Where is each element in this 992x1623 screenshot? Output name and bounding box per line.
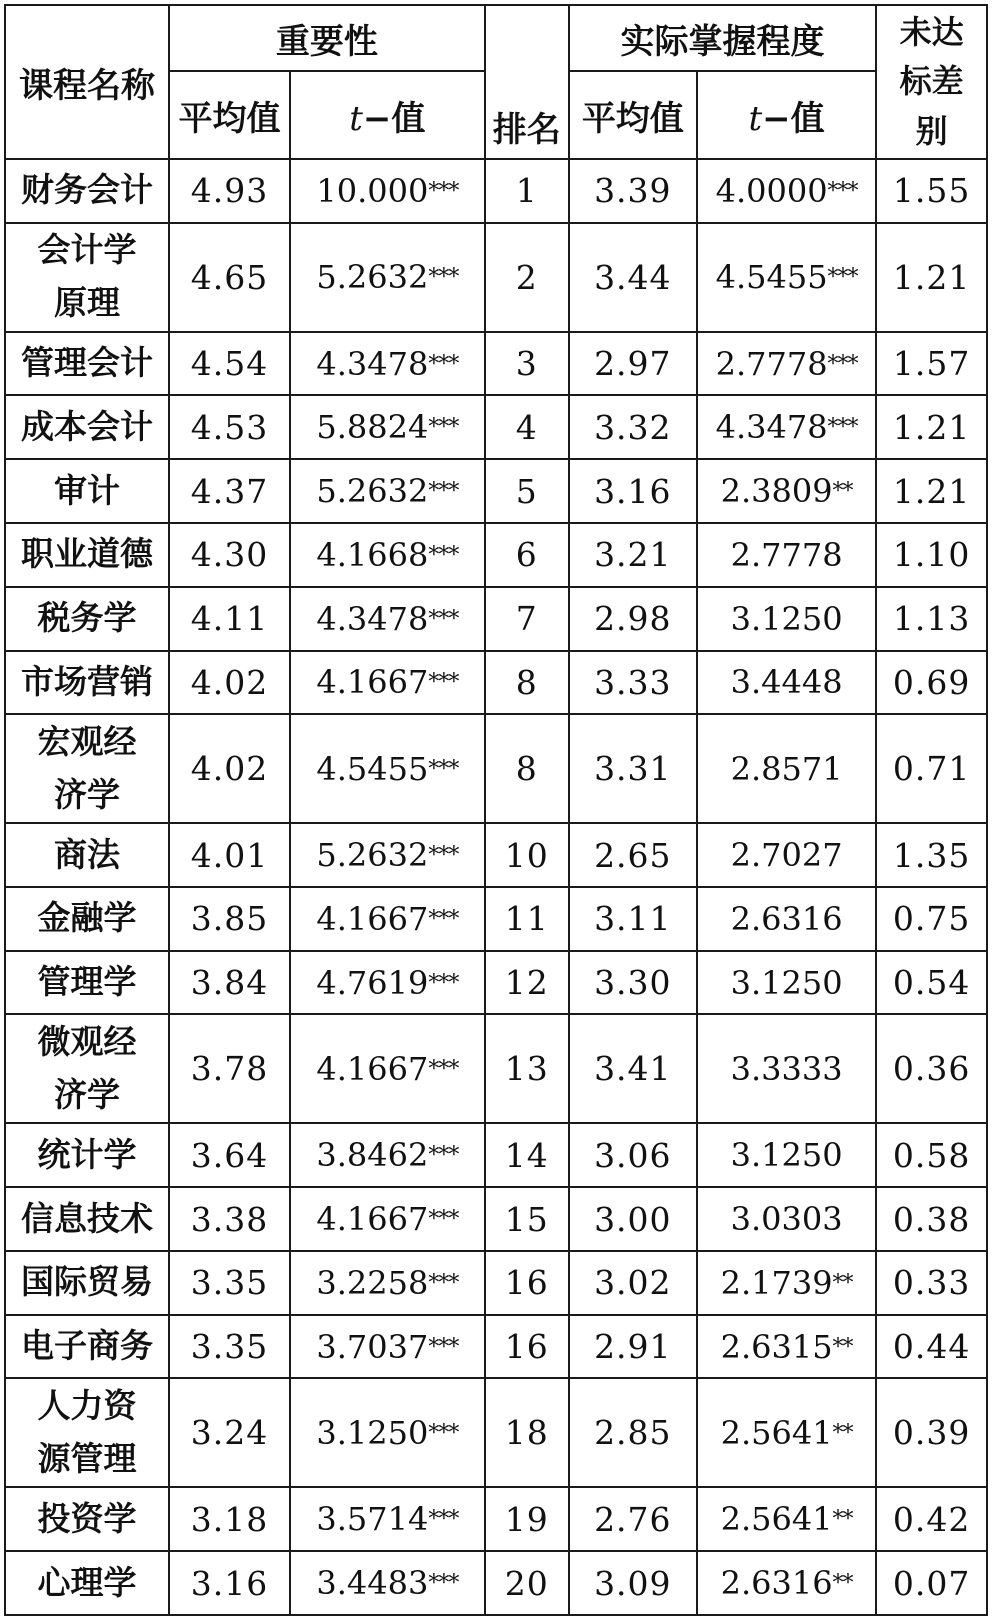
course-name: 管理学 xyxy=(5,951,169,1015)
t-number: 2.6316 xyxy=(720,1564,833,1603)
t-number: 4.5455 xyxy=(715,258,828,297)
t-number: 3.1250 xyxy=(730,1136,843,1175)
mastery-mean: 2.65 xyxy=(569,823,697,887)
mastery-mean: 2.85 xyxy=(569,1378,697,1487)
significance-stars: *** xyxy=(428,1056,459,1082)
course-name: 商法 xyxy=(5,823,169,887)
course-name: 税务学 xyxy=(5,587,169,651)
mastery-t-value xyxy=(697,1014,876,1123)
table-row xyxy=(5,587,987,651)
t-number: 3.8462 xyxy=(316,1136,429,1175)
t-number: 4.0000 xyxy=(715,171,828,210)
gap-value: 1.35 xyxy=(876,823,987,887)
rank: 19 xyxy=(485,1487,569,1551)
importance-t-value xyxy=(290,1187,485,1251)
importance-mean: 4.02 xyxy=(169,651,290,715)
mastery-t-value xyxy=(697,159,876,223)
table-row xyxy=(5,1014,987,1123)
t-symbol: t xyxy=(748,98,763,139)
importance-t-value xyxy=(290,159,485,223)
course-name: 统计学 xyxy=(5,1123,169,1187)
significance-stars: ** xyxy=(832,1571,853,1597)
t-number: 2.7778 xyxy=(715,344,828,383)
header-rank: 排名 xyxy=(485,5,569,159)
t-number: 4.7619 xyxy=(316,963,429,1002)
gap-value: 0.75 xyxy=(876,887,987,951)
significance-stars: *** xyxy=(428,756,459,782)
header-actual-mastery: 实际掌握程度 xyxy=(569,5,877,71)
mastery-t-value xyxy=(697,587,876,651)
t-number: 2.6315 xyxy=(720,1327,833,1366)
importance-mean: 3.85 xyxy=(169,887,290,951)
rank: 13 xyxy=(485,1014,569,1123)
significance-stars: *** xyxy=(428,906,459,932)
gap-value: 1.10 xyxy=(876,523,987,587)
table-row xyxy=(5,1551,987,1615)
t-number: 3.1250 xyxy=(730,599,843,638)
course-name: 信息技术 xyxy=(5,1187,169,1251)
mastery-t-value xyxy=(697,1315,876,1379)
importance-mean: 3.24 xyxy=(169,1378,290,1487)
importance-t-value xyxy=(290,523,485,587)
importance-t-value xyxy=(290,332,485,396)
rank: 20 xyxy=(485,1551,569,1615)
t-number: 2.1739 xyxy=(720,1263,833,1302)
importance-t-value xyxy=(290,823,485,887)
t-number: 2.7778 xyxy=(730,535,843,574)
header-importance: 重要性 xyxy=(169,5,485,71)
importance-t-value xyxy=(290,1014,485,1123)
gap-value: 0.44 xyxy=(876,1315,987,1379)
t-number: 2.5641 xyxy=(720,1413,833,1452)
importance-mean: 4.93 xyxy=(169,159,290,223)
mastery-mean: 3.00 xyxy=(569,1187,697,1251)
significance-stars: *** xyxy=(428,1334,459,1360)
table-row xyxy=(5,1378,987,1487)
importance-t-value xyxy=(290,1378,485,1487)
mastery-t-value xyxy=(697,1551,876,1615)
mastery-mean: 3.30 xyxy=(569,951,697,1015)
course-name: 宏观经济学 xyxy=(5,714,169,823)
significance-stars: *** xyxy=(428,265,459,291)
t-number: 5.2632 xyxy=(316,472,429,511)
mastery-t-value xyxy=(697,395,876,459)
importance-t-value xyxy=(290,1123,485,1187)
t-number: 5.2632 xyxy=(316,258,429,297)
mastery-t-value xyxy=(697,223,876,332)
header-importance-t-value xyxy=(290,71,485,159)
significance-stars: *** xyxy=(428,351,459,377)
significance-stars: *** xyxy=(827,178,858,204)
t-number: 5.2632 xyxy=(316,836,429,875)
rank: 14 xyxy=(485,1123,569,1187)
table-row xyxy=(5,714,987,823)
significance-stars: *** xyxy=(428,415,459,441)
importance-mean: 3.64 xyxy=(169,1123,290,1187)
rank: 18 xyxy=(485,1378,569,1487)
gap-value: 1.13 xyxy=(876,587,987,651)
table-row xyxy=(5,651,987,715)
significance-stars: *** xyxy=(428,542,459,568)
importance-t-value xyxy=(290,1487,485,1551)
gap-value: 0.36 xyxy=(876,1014,987,1123)
mastery-t-value xyxy=(697,1123,876,1187)
mastery-mean: 2.97 xyxy=(569,332,697,396)
t-value-suffix: −值 xyxy=(362,98,426,139)
t-number: 3.7037 xyxy=(316,1327,429,1366)
significance-stars: *** xyxy=(428,1270,459,1296)
rank: 8 xyxy=(485,714,569,823)
importance-t-value xyxy=(290,459,485,523)
mastery-t-value xyxy=(697,887,876,951)
t-number: 10.000 xyxy=(316,171,429,210)
t-number: 3.1250 xyxy=(730,963,843,1002)
table-row xyxy=(5,951,987,1015)
importance-mean: 4.01 xyxy=(169,823,290,887)
importance-t-value xyxy=(290,587,485,651)
mastery-mean: 3.02 xyxy=(569,1251,697,1315)
course-table xyxy=(4,4,988,1616)
significance-stars: *** xyxy=(827,265,858,291)
course-name: 会计学原理 xyxy=(5,223,169,332)
significance-stars: *** xyxy=(428,1571,459,1597)
course-name: 微观经济学 xyxy=(5,1014,169,1123)
significance-stars: *** xyxy=(428,970,459,996)
mastery-mean: 2.91 xyxy=(569,1315,697,1379)
t-symbol: t xyxy=(349,98,363,139)
importance-mean: 3.16 xyxy=(169,1551,290,1615)
mastery-t-value xyxy=(697,332,876,396)
course-name: 投资学 xyxy=(5,1487,169,1551)
t-number: 5.8824 xyxy=(316,408,429,447)
table-body xyxy=(5,159,987,1615)
t-number: 3.4448 xyxy=(730,663,843,702)
course-name: 成本会计 xyxy=(5,395,169,459)
mastery-mean: 3.11 xyxy=(569,887,697,951)
importance-t-value xyxy=(290,1315,485,1379)
mastery-t-value xyxy=(697,651,876,715)
t-number: 3.3333 xyxy=(730,1049,843,1088)
rank: 10 xyxy=(485,823,569,887)
mastery-mean: 3.39 xyxy=(569,159,697,223)
importance-mean: 3.35 xyxy=(169,1251,290,1315)
t-number: 3.2258 xyxy=(316,1263,429,1302)
t-number: 2.7027 xyxy=(730,836,843,875)
rank: 1 xyxy=(485,159,569,223)
significance-stars: ** xyxy=(832,1270,853,1296)
importance-t-value xyxy=(290,651,485,715)
gap-value: 0.71 xyxy=(876,714,987,823)
rank: 8 xyxy=(485,651,569,715)
mastery-mean: 3.16 xyxy=(569,459,697,523)
mastery-t-value xyxy=(697,523,876,587)
course-name: 市场营销 xyxy=(5,651,169,715)
rank: 11 xyxy=(485,887,569,951)
significance-stars: *** xyxy=(428,843,459,869)
course-name: 管理会计 xyxy=(5,332,169,396)
rank: 6 xyxy=(485,523,569,587)
rank: 12 xyxy=(485,951,569,1015)
t-number: 3.0303 xyxy=(730,1200,843,1239)
rank: 5 xyxy=(485,459,569,523)
gap-value: 0.54 xyxy=(876,951,987,1015)
mastery-t-value xyxy=(697,1378,876,1487)
mastery-mean: 3.31 xyxy=(569,714,697,823)
gap-value: 0.69 xyxy=(876,651,987,715)
gap-value: 0.42 xyxy=(876,1487,987,1551)
header-gap: 未达标差别 xyxy=(876,5,987,159)
importance-t-value xyxy=(290,951,485,1015)
t-number: 4.3478 xyxy=(316,599,429,638)
mastery-mean: 3.06 xyxy=(569,1123,697,1187)
t-number: 4.1667 xyxy=(316,899,429,938)
t-number: 4.5455 xyxy=(316,749,429,788)
table-row xyxy=(5,159,987,223)
t-number: 3.5714 xyxy=(316,1500,429,1539)
importance-t-value xyxy=(290,1251,485,1315)
importance-mean: 4.53 xyxy=(169,395,290,459)
mastery-t-value xyxy=(697,823,876,887)
gap-value: 0.58 xyxy=(876,1123,987,1187)
importance-mean: 3.38 xyxy=(169,1187,290,1251)
importance-t-value xyxy=(290,223,485,332)
t-number: 2.8571 xyxy=(730,749,843,788)
significance-stars: *** xyxy=(428,178,459,204)
importance-mean: 4.54 xyxy=(169,332,290,396)
mastery-mean: 3.41 xyxy=(569,1014,697,1123)
header-course-name: 课程名称 xyxy=(5,5,169,159)
header-mastery-t-value xyxy=(697,71,876,159)
table-row xyxy=(5,395,987,459)
importance-mean: 3.18 xyxy=(169,1487,290,1551)
course-name: 人力资源管理 xyxy=(5,1378,169,1487)
mastery-t-value xyxy=(697,1187,876,1251)
rank: 2 xyxy=(485,223,569,332)
table-row xyxy=(5,1123,987,1187)
mastery-t-value xyxy=(697,714,876,823)
header-mastery-mean: 平均值 xyxy=(569,71,697,159)
course-name: 审计 xyxy=(5,459,169,523)
mastery-t-value xyxy=(697,1487,876,1551)
header-importance-mean: 平均值 xyxy=(169,71,290,159)
course-name: 财务会计 xyxy=(5,159,169,223)
importance-mean: 3.78 xyxy=(169,1014,290,1123)
gap-value: 0.07 xyxy=(876,1551,987,1615)
table-row xyxy=(5,523,987,587)
mastery-mean: 3.33 xyxy=(569,651,697,715)
mastery-t-value xyxy=(697,1251,876,1315)
importance-mean: 3.35 xyxy=(169,1315,290,1379)
significance-stars: ** xyxy=(832,479,853,505)
gap-value: 1.21 xyxy=(876,459,987,523)
gap-value: 1.21 xyxy=(876,223,987,332)
t-number: 3.4483 xyxy=(316,1564,429,1603)
t-number: 4.1667 xyxy=(316,1200,429,1239)
table-row xyxy=(5,823,987,887)
significance-stars: *** xyxy=(428,670,459,696)
course-name: 国际贸易 xyxy=(5,1251,169,1315)
rank: 15 xyxy=(485,1187,569,1251)
t-number: 4.3478 xyxy=(316,344,429,383)
gap-value: 1.57 xyxy=(876,332,987,396)
course-name: 职业道德 xyxy=(5,523,169,587)
importance-mean: 4.11 xyxy=(169,587,290,651)
t-number: 4.1667 xyxy=(316,663,429,702)
table-row xyxy=(5,1187,987,1251)
importance-t-value xyxy=(290,395,485,459)
t-number: 4.3478 xyxy=(715,408,828,447)
significance-stars: ** xyxy=(832,1334,853,1360)
importance-mean: 4.02 xyxy=(169,714,290,823)
t-number: 4.1668 xyxy=(316,535,429,574)
significance-stars: *** xyxy=(428,1507,459,1533)
mastery-t-value xyxy=(697,459,876,523)
importance-t-value xyxy=(290,1551,485,1615)
table-row xyxy=(5,332,987,396)
mastery-mean: 3.09 xyxy=(569,1551,697,1615)
t-number: 2.3809 xyxy=(720,472,833,511)
importance-mean: 4.30 xyxy=(169,523,290,587)
rank: 7 xyxy=(485,587,569,651)
mastery-mean: 2.76 xyxy=(569,1487,697,1551)
mastery-mean: 2.98 xyxy=(569,587,697,651)
significance-stars: *** xyxy=(428,1207,459,1233)
rank: 16 xyxy=(485,1251,569,1315)
mastery-mean: 3.32 xyxy=(569,395,697,459)
significance-stars: ** xyxy=(832,1420,853,1446)
table-row xyxy=(5,1487,987,1551)
course-name: 电子商务 xyxy=(5,1315,169,1379)
gap-value: 0.38 xyxy=(876,1187,987,1251)
t-number: 4.1667 xyxy=(316,1049,429,1088)
significance-stars: ** xyxy=(832,1507,853,1533)
course-name: 金融学 xyxy=(5,887,169,951)
importance-t-value xyxy=(290,714,485,823)
significance-stars: *** xyxy=(428,479,459,505)
significance-stars: *** xyxy=(827,415,858,441)
mastery-mean: 3.21 xyxy=(569,523,697,587)
table-row xyxy=(5,223,987,332)
importance-mean: 4.65 xyxy=(169,223,290,332)
t-value-suffix: −值 xyxy=(762,98,825,139)
significance-stars: *** xyxy=(428,1143,459,1169)
rank: 3 xyxy=(485,332,569,396)
table-row xyxy=(5,1315,987,1379)
table-row xyxy=(5,887,987,951)
t-number: 3.1250 xyxy=(316,1413,429,1452)
significance-stars: *** xyxy=(827,351,858,377)
gap-value: 1.21 xyxy=(876,395,987,459)
mastery-t-value xyxy=(697,951,876,1015)
gap-value: 1.55 xyxy=(876,159,987,223)
importance-mean: 4.37 xyxy=(169,459,290,523)
table-row xyxy=(5,459,987,523)
gap-value: 0.33 xyxy=(876,1251,987,1315)
importance-t-value xyxy=(290,887,485,951)
importance-mean: 3.84 xyxy=(169,951,290,1015)
significance-stars: *** xyxy=(428,606,459,632)
t-number: 2.5641 xyxy=(720,1500,833,1539)
significance-stars: *** xyxy=(428,1420,459,1446)
rank: 16 xyxy=(485,1315,569,1379)
t-number: 2.6316 xyxy=(730,899,843,938)
rank: 4 xyxy=(485,395,569,459)
gap-value: 0.39 xyxy=(876,1378,987,1487)
mastery-mean: 3.44 xyxy=(569,223,697,332)
table-row xyxy=(5,1251,987,1315)
course-name: 心理学 xyxy=(5,1551,169,1615)
